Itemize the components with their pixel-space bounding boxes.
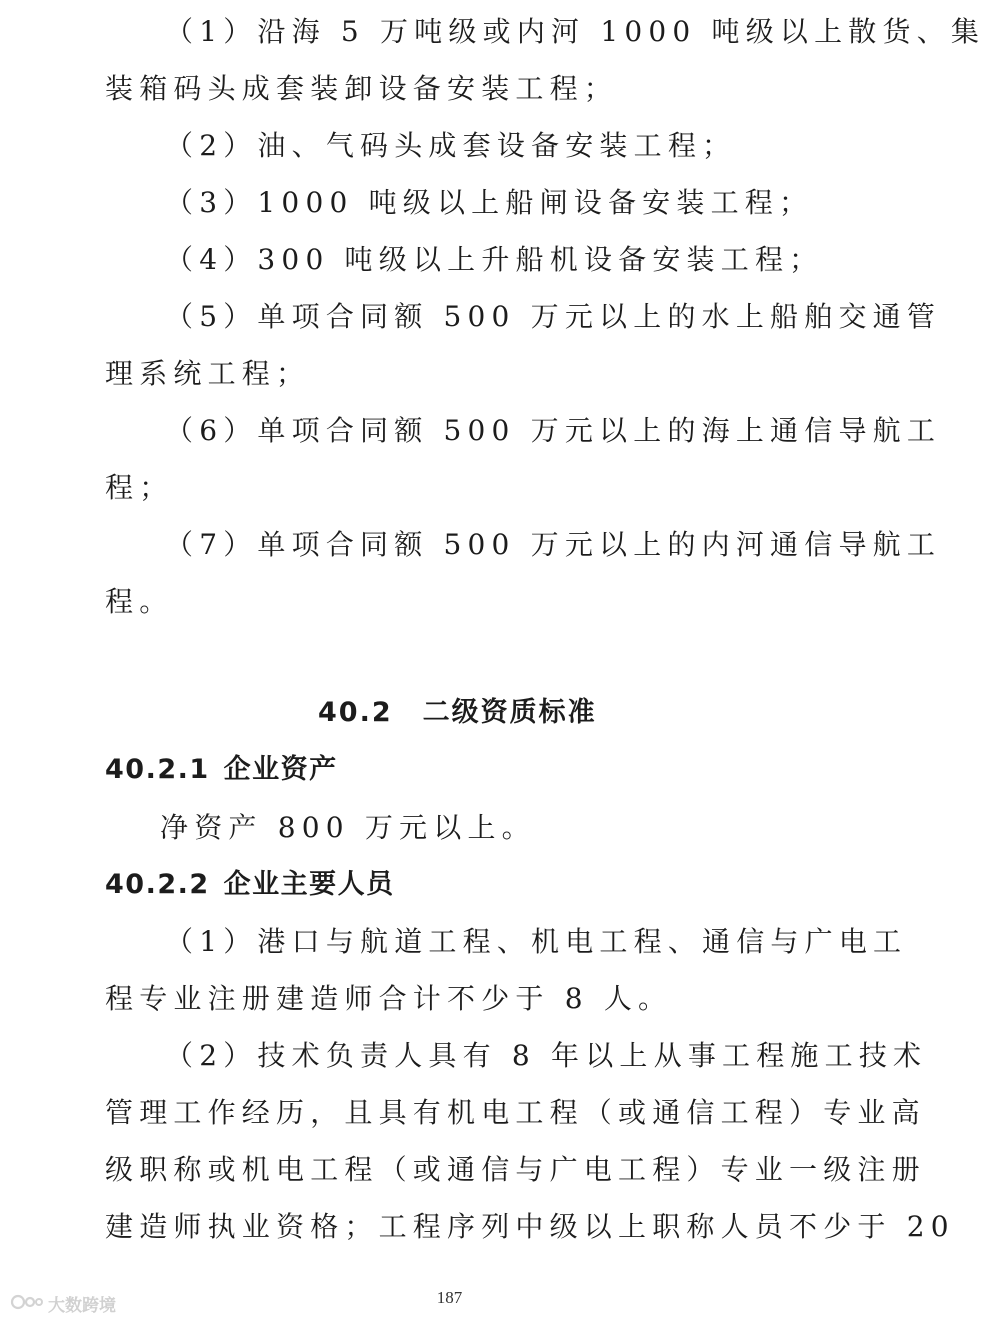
subsection-number: 40.2.2 [105, 869, 210, 900]
list-item-2: （2）油、气码头成套设备安装工程； [165, 129, 737, 162]
watermark-logo-icon [10, 1293, 44, 1315]
list-item-1-line-2: 装箱码头成套装卸设备安装工程； [105, 72, 619, 105]
section-heading [318, 693, 597, 733]
personnel-item-2-line-2: 管理工作经历，且具有机电工程（或通信工程）专业高 [105, 1096, 926, 1129]
watermark [10, 1291, 116, 1316]
list-item-6-line-1: （6）单项合同额 500 万元以上的海上通信导航工 [165, 414, 942, 447]
section-title: 二级资质标准 [422, 697, 597, 728]
section-number: 40.2 [318, 697, 393, 728]
personnel-item-2-line-3: 级职称或机电工程（或通信与广电工程）专业一级注册 [105, 1153, 926, 1186]
personnel-item-2-line-1: （2）技术负责人具有 8 年以上从事工程施工技术 [165, 1039, 928, 1072]
watermark-text: 大数跨境 [48, 1296, 116, 1316]
personnel-item-1-line-1: （1）港口与航道工程、机电工程、通信与广电工 [165, 925, 908, 958]
list-item-5-line-1: （5）单项合同额 500 万元以上的水上船舶交通管 [165, 300, 942, 333]
personnel-item-2-line-4: 建造师执业资格；工程序列中级以上职称人员不少于 20 [105, 1210, 955, 1243]
list-item-4: （4）300 吨级以上升船机设备安装工程； [165, 243, 824, 276]
list-item-5-line-2: 理系统工程； [105, 357, 311, 390]
assets-text: 净资产 800 万元以上。 [160, 811, 536, 844]
page-number: 187 [436, 1288, 463, 1307]
subsection-title: 企业资产 [223, 754, 338, 785]
subsection-heading-personnel [105, 865, 395, 905]
subsection-title: 企业主要人员 [223, 869, 395, 900]
subsection-number: 40.2.1 [105, 754, 210, 785]
list-item-7-line-2: 程。 [105, 585, 174, 618]
list-item-6-line-2: 程； [105, 471, 174, 504]
list-item-3: （3）1000 吨级以上船闸设备安装工程； [165, 186, 814, 219]
subsection-heading-assets [105, 750, 338, 790]
list-item-1-line-1: （1）沿海 5 万吨级或内河 1000 吨级以上散货、集 [165, 15, 985, 48]
personnel-item-1-line-2: 程专业注册建造师合计不少于 8 人。 [105, 982, 673, 1015]
list-item-7-line-1: （7）单项合同额 500 万元以上的内河通信导航工 [165, 528, 942, 561]
